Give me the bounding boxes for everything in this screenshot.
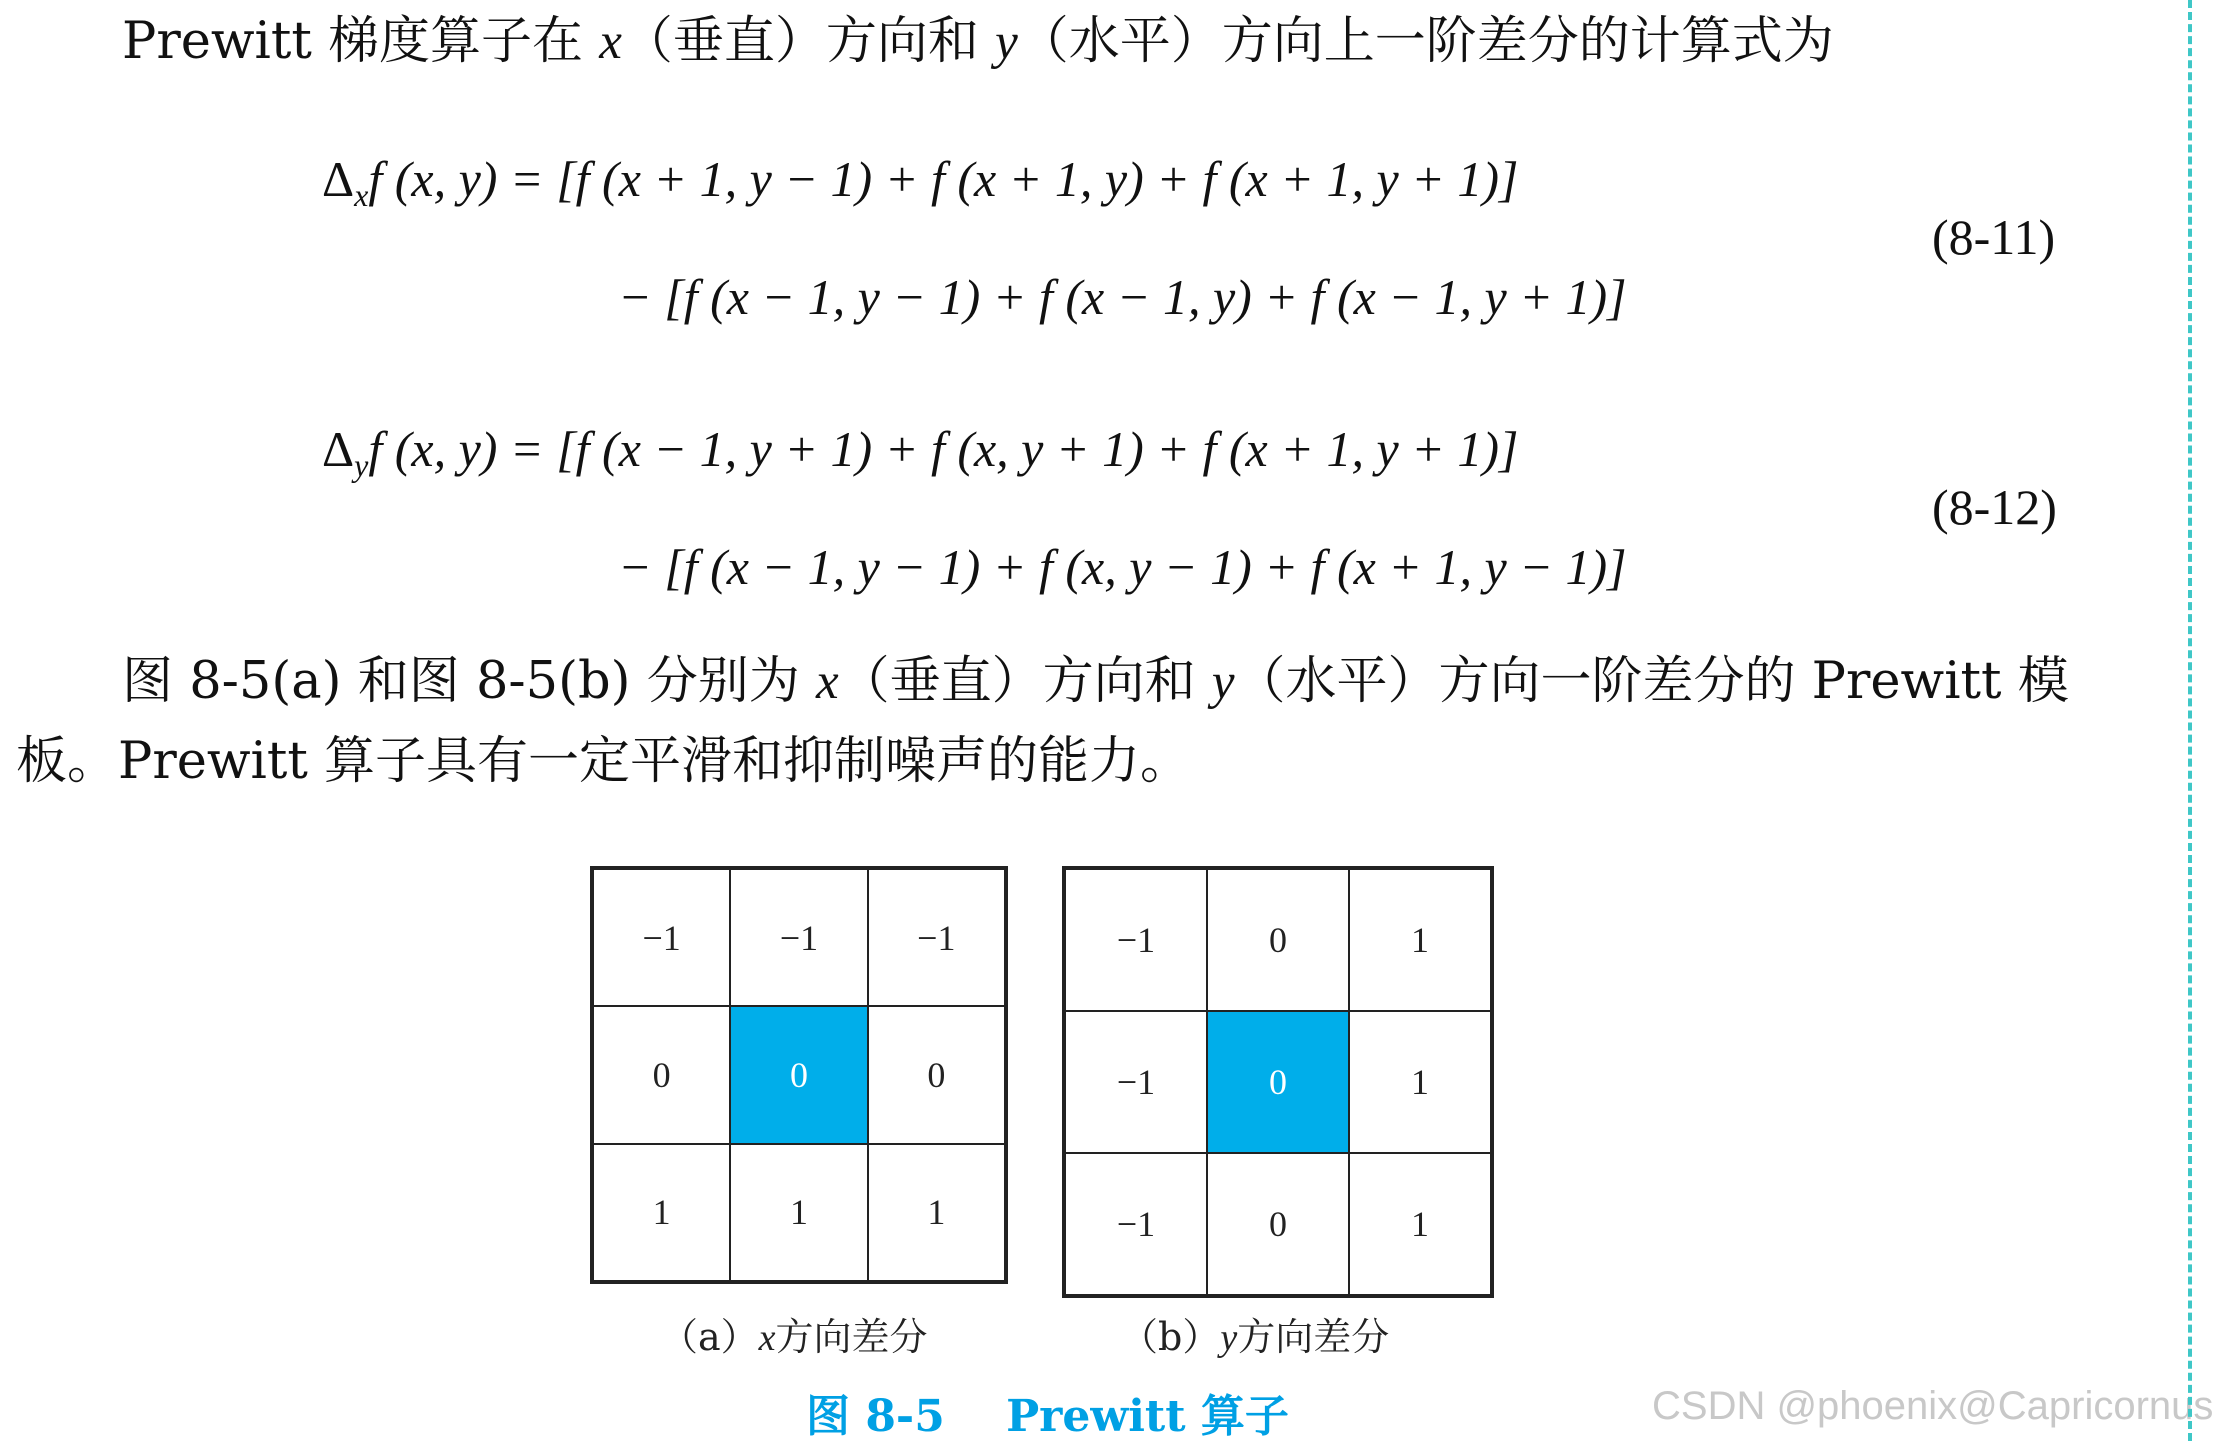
equation-number-8-11: (8-11) bbox=[1932, 209, 2056, 265]
kernel-b-cell: −1 bbox=[1065, 869, 1207, 1011]
figure-caption: 图 8-5 Prewitt 算子 bbox=[806, 1391, 1289, 1442]
equation-8-11-lhs: f (x, y) = bbox=[368, 151, 557, 207]
intro-text-3: （水平）方向上一阶差分的计算式为 bbox=[1017, 12, 1834, 71]
prewitt-kernel-y bbox=[1062, 866, 1494, 1298]
kernel-b-cell: −1 bbox=[1065, 1153, 1207, 1295]
subcaption-a-var: x bbox=[758, 1317, 776, 1359]
kernel-a-cell: −1 bbox=[593, 869, 730, 1006]
kernel-a-cell: 1 bbox=[593, 1144, 730, 1281]
body-text-1b: （垂直）方向和 bbox=[838, 652, 1212, 711]
body-paragraph-line1 bbox=[122, 642, 2069, 722]
kernel-a-cell: 1 bbox=[730, 1144, 867, 1281]
intro-var-y: y bbox=[995, 14, 1018, 70]
equation-8-11-subscript: x bbox=[354, 177, 369, 213]
kernel-b-cell: 0 bbox=[1207, 869, 1349, 1011]
kernel-b-cell: −1 bbox=[1065, 1011, 1207, 1153]
subcaption-b-text: 方向差分 bbox=[1237, 1315, 1390, 1359]
csdn-watermark: CSDN @phoenix@Capricornus bbox=[1652, 1384, 2214, 1428]
subcaption-a-label: （a） bbox=[660, 1315, 759, 1359]
kernel-b-cell: 1 bbox=[1349, 1011, 1491, 1153]
equation-8-12-delta: Δ bbox=[322, 421, 355, 477]
intro-text-1: Prewitt 梯度算子在 bbox=[122, 12, 600, 71]
kernel-a-cell: 1 bbox=[868, 1144, 1005, 1281]
margin-dashed-line bbox=[2188, 0, 2192, 1441]
subcaption-b bbox=[1120, 1306, 1389, 1361]
equation-8-12-subscript: y bbox=[354, 447, 369, 483]
equation-8-11-rhs-line1: [f (x + 1, y − 1) + f (x + 1, y) + f (x + 1, y + 1)] bbox=[556, 151, 1519, 207]
subcaption-a-text: 方向差分 bbox=[775, 1315, 928, 1359]
equation-8-12-lhs: f (x, y) = bbox=[368, 421, 557, 477]
kernel-b-cell: 1 bbox=[1349, 1153, 1491, 1295]
kernel-b-cell: 1 bbox=[1349, 869, 1491, 1011]
intro-var-x: x bbox=[599, 14, 622, 70]
body-text-1a: 图 8-5(a) 和图 8-5(b) 分别为 bbox=[122, 652, 816, 711]
kernel-a-cell: 0 bbox=[868, 1006, 1005, 1143]
intro-text-2: （垂直）方向和 bbox=[621, 12, 996, 71]
equation-8-12-rhs-line1: [f (x − 1, y + 1) + f (x, y + 1) + f (x + 1, y + 1)] bbox=[556, 421, 1519, 477]
kernel-b-cell: 0 bbox=[1207, 1153, 1349, 1295]
equation-8-11-delta: Δ bbox=[322, 151, 355, 207]
kernel-a-cell: −1 bbox=[730, 869, 867, 1006]
kernel-b-center-cell: 0 bbox=[1207, 1011, 1349, 1153]
prewitt-kernel-x bbox=[590, 866, 1008, 1284]
kernel-a-cell: −1 bbox=[868, 869, 1005, 1006]
equation-8-12-line1 bbox=[322, 420, 1519, 484]
body-var-y: y bbox=[1211, 654, 1235, 710]
equation-8-11-line2: − [f (x − 1, y − 1) + f (x − 1, y) + f (x − 1, y + 1)] bbox=[618, 269, 1627, 325]
kernel-a-center-cell: 0 bbox=[730, 1006, 867, 1143]
equation-number-8-12: (8-12) bbox=[1932, 479, 2057, 535]
intro-paragraph bbox=[122, 2, 1834, 82]
equation-8-11-line1 bbox=[322, 150, 1519, 214]
body-text-1c: （水平）方向一阶差分的 Prewitt 模 bbox=[1234, 652, 2069, 711]
subcaption-b-var: y bbox=[1220, 1317, 1238, 1359]
body-var-x: x bbox=[815, 654, 839, 710]
body-paragraph-line2: 板。Prewitt 算子具有一定平滑和抑制噪声的能力。 bbox=[16, 732, 1192, 791]
kernel-a-cell: 0 bbox=[593, 1006, 730, 1143]
equation-8-12-line2: − [f (x − 1, y − 1) + f (x, y − 1) + f (x + 1, y − 1)] bbox=[618, 539, 1627, 595]
subcaption-a bbox=[660, 1306, 928, 1361]
subcaption-b-label: （b） bbox=[1120, 1315, 1221, 1359]
